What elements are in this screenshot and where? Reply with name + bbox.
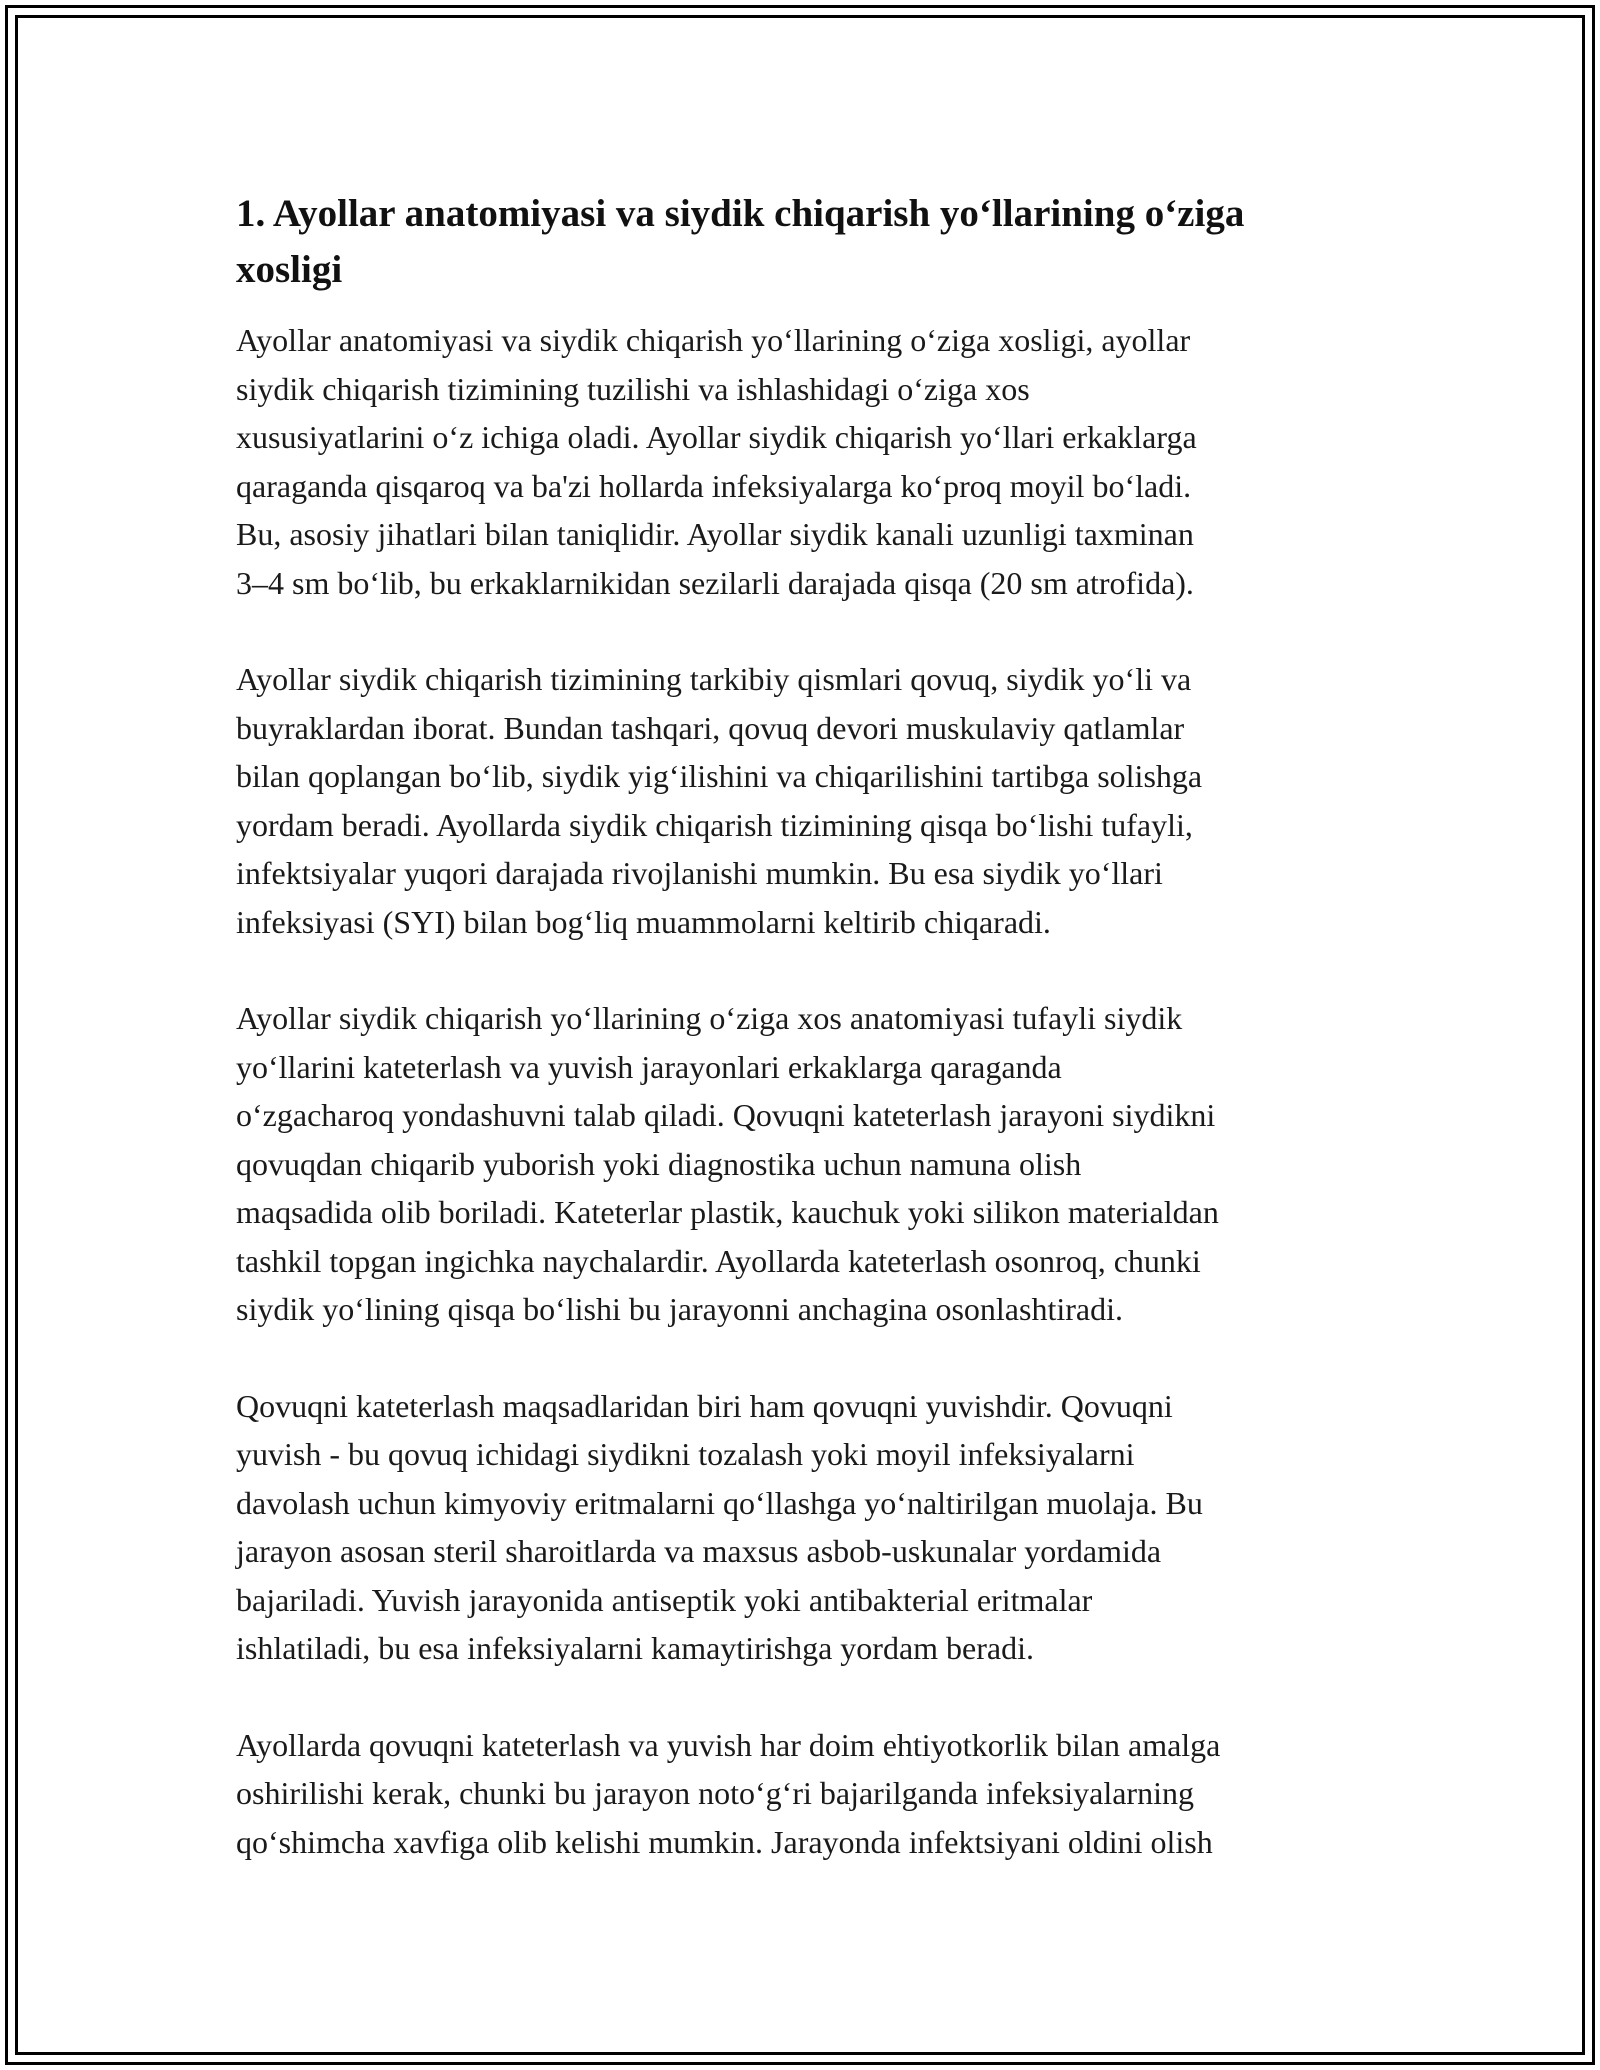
paragraph-2: Ayollar siydik chiqarish tizimining tarkibiy qismlari qovuq, siydik yo‘li va buyraklardan iborat. Bundan tashqari, qovuq devori muskulaviy qatlamlar bilan qoplangan bo‘lib, siydik yig‘ilishini va chiqarilishini tartibga solishga yordam beradi. Ayollarda siydik chiqarish tizimining qisqa bo‘lishi tufayli, infektsiyalar yuqori darajada rivojlanishi mumkin. Bu esa siydik yo‘llari infeksiyasi (SYI) bilan bog‘liq muammolarni keltirib chiqaradi. — [236, 661, 1203, 940]
document-body — [236, 186, 1376, 1914]
paragraph-3: Ayollar siydik chiqarish yo‘llarining o‘ziga xos anatomiyasi tufayli siydik yo‘llarini kateterlash va yuvish jarayonlari erkaklarga qaraganda o‘zgacharoq yondashuvni talab qiladi. Qovuqni kateterlash jarayoni siydikni qovuqdan chiqarib yuborish yoki diagnostika uchun namuna olish maqsadida olib boriladi. Kateterlar plastik, kauchuk yoki silikon materialdan tashkil topgan ingichka naychalardir. Ayollarda kateterlash osonroq, chunki siydik yo‘lining qisqa bo‘lishi bu jarayonni anchagina osonlashtiradi. — [236, 1000, 1219, 1327]
section-heading: 1. Ayollar anatomiyasi va siydik chiqarish yo‘llarining o‘ziga xosligi — [236, 192, 1245, 291]
paragraph-1: Ayollar anatomiyasi va siydik chiqarish yo‘llarining o‘ziga xosligi, ayollar siydik chiqarish tizimining tuzilishi va ishlashidagi o‘ziga xos xususiyatlarini o‘z ichiga oladi. Ayollar siydik chiqarish yo‘llari erkaklarga qaraganda qisqaroq va ba'zi hollarda infeksiyalarga ko‘proq moyil bo‘ladi. Bu, asosiy jihatlari bilan taniqlidir. Ayollar siydik kanali uzunligi taxminan 3–4 sm bo‘lib, bu erkaklarnikidan sezilarli darajada qisqa (20 sm atrofida). — [236, 322, 1197, 601]
paragraph-5: Ayollarda qovuqni kateterlash va yuvish har doim ehtiyotkorlik bilan amalga oshirilishi kerak, chunki bu jarayon noto‘g‘ri bajarilganda infeksiyalarning qo‘shimcha xavfiga olib kelishi mumkin. Jarayonda infektsiyani oldini olish — [236, 1726, 1221, 1860]
paragraph-4: Qovuqni kateterlash maqsadlaridan biri ham qovuqni yuvishdir. Qovuqni yuvish - bu qovuq ichidagi siydikni tozalash yoki moyil infeksiyalarni davolash uchun kimyoviy eritmalarni qo‘llashga yo‘naltirilgan muolaja. Bu jarayon asosan steril sharoitlarda va maxsus asbob-uskunalar yordamida bajariladi. Yuvish jarayonida antiseptik yoki antibakterial eritmalar ishlatiladi, bu esa infeksiyalarni kamaytirishga yordam beradi. — [236, 1387, 1203, 1666]
